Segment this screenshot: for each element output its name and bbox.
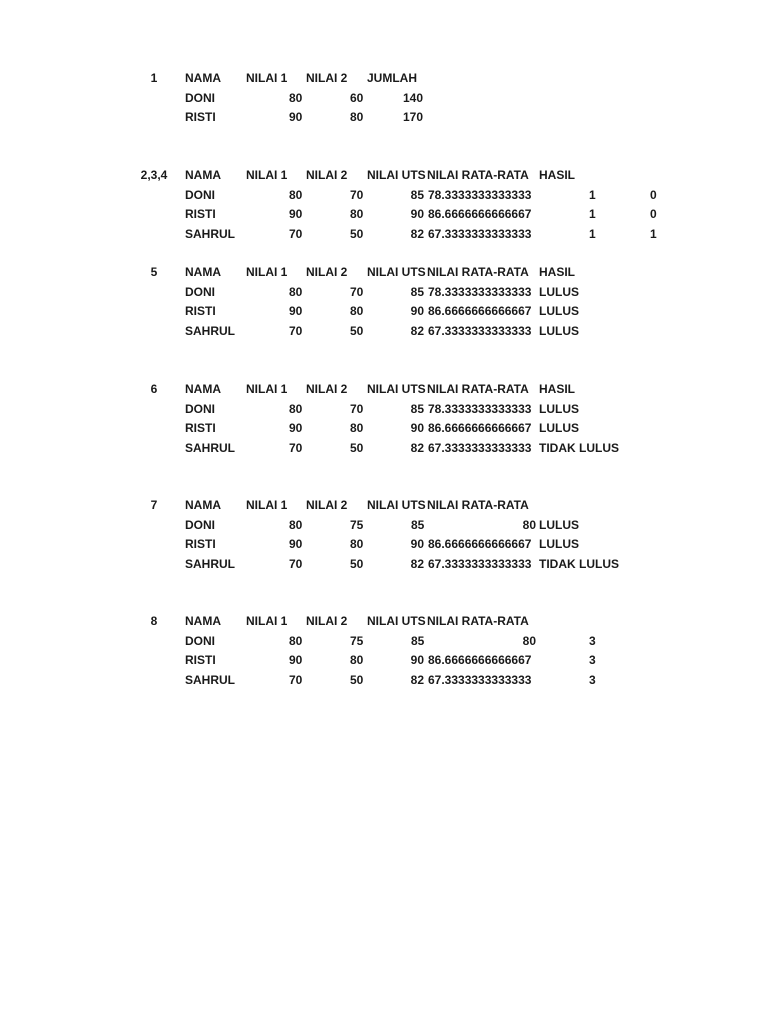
- header-row: [0, 380, 768, 400]
- value-cell: 60: [350, 90, 364, 105]
- flag-cell: 1: [589, 207, 596, 221]
- result-cell: TIDAK LULUS: [539, 440, 619, 455]
- result-cell: 3: [589, 672, 596, 687]
- average-cell: 67.3333333333333: [428, 226, 532, 241]
- table-row: [0, 535, 768, 555]
- table-row: [0, 632, 768, 652]
- value-cell: 85: [411, 633, 425, 648]
- average-cell: 67.3333333333333: [428, 440, 532, 455]
- value-cell: 70: [289, 556, 303, 571]
- average-cell: 80: [522, 517, 536, 532]
- header-cell: NILAI 2: [306, 614, 348, 628]
- table-row: [0, 302, 768, 322]
- average-cell: 78.3333333333333: [428, 187, 532, 202]
- section-number: 8: [150, 614, 158, 628]
- header-row: [0, 69, 768, 89]
- value-cell: 80: [289, 633, 303, 648]
- value-cell: 90: [289, 207, 303, 221]
- name-cell: SAHRUL: [185, 226, 235, 241]
- header-cell: NILAI 1: [246, 71, 288, 85]
- section-7: [0, 496, 768, 574]
- name-cell: RISTI: [185, 653, 216, 667]
- header-cell: NAMA: [185, 382, 221, 396]
- header-cell: NILAI 1: [246, 614, 288, 628]
- table-row: [0, 671, 768, 691]
- section-number: 1: [150, 71, 158, 85]
- section-2-3-4: [0, 166, 768, 244]
- table-row: [0, 555, 768, 575]
- header-cell: HASIL: [539, 168, 575, 182]
- header-cell: NILAI 2: [306, 382, 348, 396]
- value-cell: 75: [350, 517, 364, 532]
- name-cell: SAHRUL: [185, 556, 235, 571]
- name-cell: SAHRUL: [185, 672, 235, 687]
- header-cell: NILAI UTS: [367, 265, 426, 279]
- average-cell: 86.6666666666667: [428, 421, 532, 435]
- header-cell: NILAI RATA-RATA: [427, 382, 529, 396]
- name-cell: RISTI: [185, 304, 216, 318]
- header-row: [0, 496, 768, 516]
- header-cell: NILAI RATA-RATA: [427, 265, 529, 279]
- value-cell: 70: [350, 401, 364, 416]
- table-row: [0, 89, 768, 109]
- value-cell: 90: [410, 421, 424, 435]
- header-cell: NAMA: [185, 168, 221, 182]
- average-cell: 78.3333333333333: [428, 284, 532, 299]
- header-cell: NAMA: [185, 71, 221, 85]
- value-cell: 70: [289, 672, 303, 687]
- header-cell: NAMA: [185, 498, 221, 512]
- section-number: 7: [150, 498, 158, 512]
- header-cell: NILAI UTS: [367, 168, 426, 182]
- value-cell: 90: [410, 304, 424, 318]
- name-cell: DONI: [185, 401, 215, 416]
- average-cell: 86.6666666666667: [428, 304, 532, 318]
- average-cell: 67.3333333333333: [428, 323, 532, 338]
- name-cell: RISTI: [185, 110, 216, 124]
- section-5: [0, 263, 768, 341]
- header-cell: NILAI 2: [306, 71, 348, 85]
- name-cell: DONI: [185, 284, 215, 299]
- value-cell: 80: [289, 90, 303, 105]
- section-number: 2,3,4: [140, 168, 168, 182]
- header-cell: NILAI RATA-RATA: [427, 498, 529, 512]
- value-cell: 82: [410, 556, 424, 571]
- value-cell: 90: [289, 421, 303, 435]
- value-cell: 80: [289, 187, 303, 202]
- value-cell: 85: [410, 284, 424, 299]
- value-cell: 90: [410, 653, 424, 667]
- value-cell: 80: [350, 110, 364, 124]
- result-cell: LULUS: [539, 401, 579, 416]
- value-cell: 75: [350, 633, 364, 648]
- section-1: [0, 69, 768, 128]
- value-cell: 90: [410, 207, 424, 221]
- header-cell: JUMLAH: [367, 71, 417, 85]
- flag-cell: 0: [650, 187, 657, 202]
- section-number: 6: [150, 382, 158, 396]
- header-cell: NILAI RATA-RATA: [427, 614, 529, 628]
- header-row: [0, 612, 768, 632]
- header-cell: NILAI 2: [306, 498, 348, 512]
- header-cell: HASIL: [539, 265, 575, 279]
- result-cell: 3: [589, 633, 596, 648]
- value-cell: 80: [350, 304, 364, 318]
- value-cell: 50: [350, 323, 364, 338]
- header-row: [0, 263, 768, 283]
- value-cell: 80: [350, 537, 364, 551]
- header-cell: NAMA: [185, 265, 221, 279]
- header-cell: NILAI 1: [246, 382, 288, 396]
- name-cell: SAHRUL: [185, 440, 235, 455]
- result-cell: LULUS: [539, 323, 579, 338]
- value-cell: 90: [289, 653, 303, 667]
- header-cell: NILAI UTS: [367, 498, 426, 512]
- value-cell: 140: [403, 90, 424, 105]
- average-cell: 86.6666666666667: [428, 537, 532, 551]
- value-cell: 80: [350, 421, 364, 435]
- average-cell: 86.6666666666667: [428, 207, 532, 221]
- value-cell: 50: [350, 440, 364, 455]
- result-cell: LULUS: [539, 284, 579, 299]
- value-cell: 80: [289, 284, 303, 299]
- name-cell: DONI: [185, 90, 215, 105]
- header-cell: NILAI 1: [246, 168, 288, 182]
- value-cell: 50: [350, 226, 364, 241]
- table-row: [0, 225, 768, 245]
- value-cell: 85: [410, 401, 424, 416]
- value-cell: 80: [350, 207, 364, 221]
- average-cell: 78.3333333333333: [428, 401, 532, 416]
- value-cell: 170: [403, 110, 424, 124]
- value-cell: 50: [350, 672, 364, 687]
- header-cell: NILAI 2: [306, 265, 348, 279]
- header-cell: NILAI RATA-RATA: [427, 168, 529, 182]
- value-cell: 70: [289, 226, 303, 241]
- section-8: [0, 612, 768, 690]
- value-cell: 85: [411, 517, 425, 532]
- name-cell: RISTI: [185, 421, 216, 435]
- result-cell: LULUS: [539, 517, 579, 532]
- flag-cell: 1: [650, 226, 657, 241]
- value-cell: 70: [289, 323, 303, 338]
- table-row: [0, 205, 768, 225]
- value-cell: 90: [410, 537, 424, 551]
- table-row: [0, 651, 768, 671]
- table-row: [0, 283, 768, 303]
- average-cell: 80: [522, 633, 536, 648]
- name-cell: DONI: [185, 633, 215, 648]
- table-row: [0, 108, 768, 128]
- header-cell: NILAI UTS: [367, 382, 426, 396]
- flag-cell: 1: [589, 187, 596, 202]
- value-cell: 82: [410, 672, 424, 687]
- value-cell: 70: [350, 284, 364, 299]
- value-cell: 82: [410, 226, 424, 241]
- value-cell: 90: [289, 537, 303, 551]
- section-number: 5: [150, 265, 158, 279]
- value-cell: 80: [289, 517, 303, 532]
- result-cell: 3: [589, 653, 596, 667]
- value-cell: 82: [410, 323, 424, 338]
- value-cell: 80: [289, 401, 303, 416]
- header-cell: NILAI 2: [306, 168, 348, 182]
- result-cell: LULUS: [539, 304, 579, 318]
- value-cell: 90: [289, 110, 303, 124]
- header-cell: NILAI 1: [246, 265, 288, 279]
- result-cell: LULUS: [539, 537, 579, 551]
- table-row: [0, 322, 768, 342]
- table-row: [0, 186, 768, 206]
- value-cell: 70: [350, 187, 364, 202]
- name-cell: SAHRUL: [185, 323, 235, 338]
- table-row: [0, 516, 768, 536]
- flag-cell: 1: [589, 226, 596, 241]
- result-cell: LULUS: [539, 421, 579, 435]
- name-cell: RISTI: [185, 207, 216, 221]
- name-cell: DONI: [185, 187, 215, 202]
- section-6: [0, 380, 768, 458]
- value-cell: 82: [410, 440, 424, 455]
- average-cell: 86.6666666666667: [428, 653, 532, 667]
- result-cell: TIDAK LULUS: [539, 556, 619, 571]
- value-cell: 80: [350, 653, 364, 667]
- name-cell: RISTI: [185, 537, 216, 551]
- table-row: [0, 419, 768, 439]
- value-cell: 85: [410, 187, 424, 202]
- header-cell: NILAI 1: [246, 498, 288, 512]
- average-cell: 67.3333333333333: [428, 556, 532, 571]
- value-cell: 50: [350, 556, 364, 571]
- name-cell: DONI: [185, 517, 215, 532]
- header-cell: NILAI UTS: [367, 614, 426, 628]
- header-row: [0, 166, 768, 186]
- header-cell: HASIL: [539, 382, 575, 396]
- flag-cell: 0: [650, 207, 657, 221]
- average-cell: 67.3333333333333: [428, 672, 532, 687]
- value-cell: 90: [289, 304, 303, 318]
- table-row: [0, 400, 768, 420]
- value-cell: 70: [289, 440, 303, 455]
- header-cell: NAMA: [185, 614, 221, 628]
- table-row: [0, 439, 768, 459]
